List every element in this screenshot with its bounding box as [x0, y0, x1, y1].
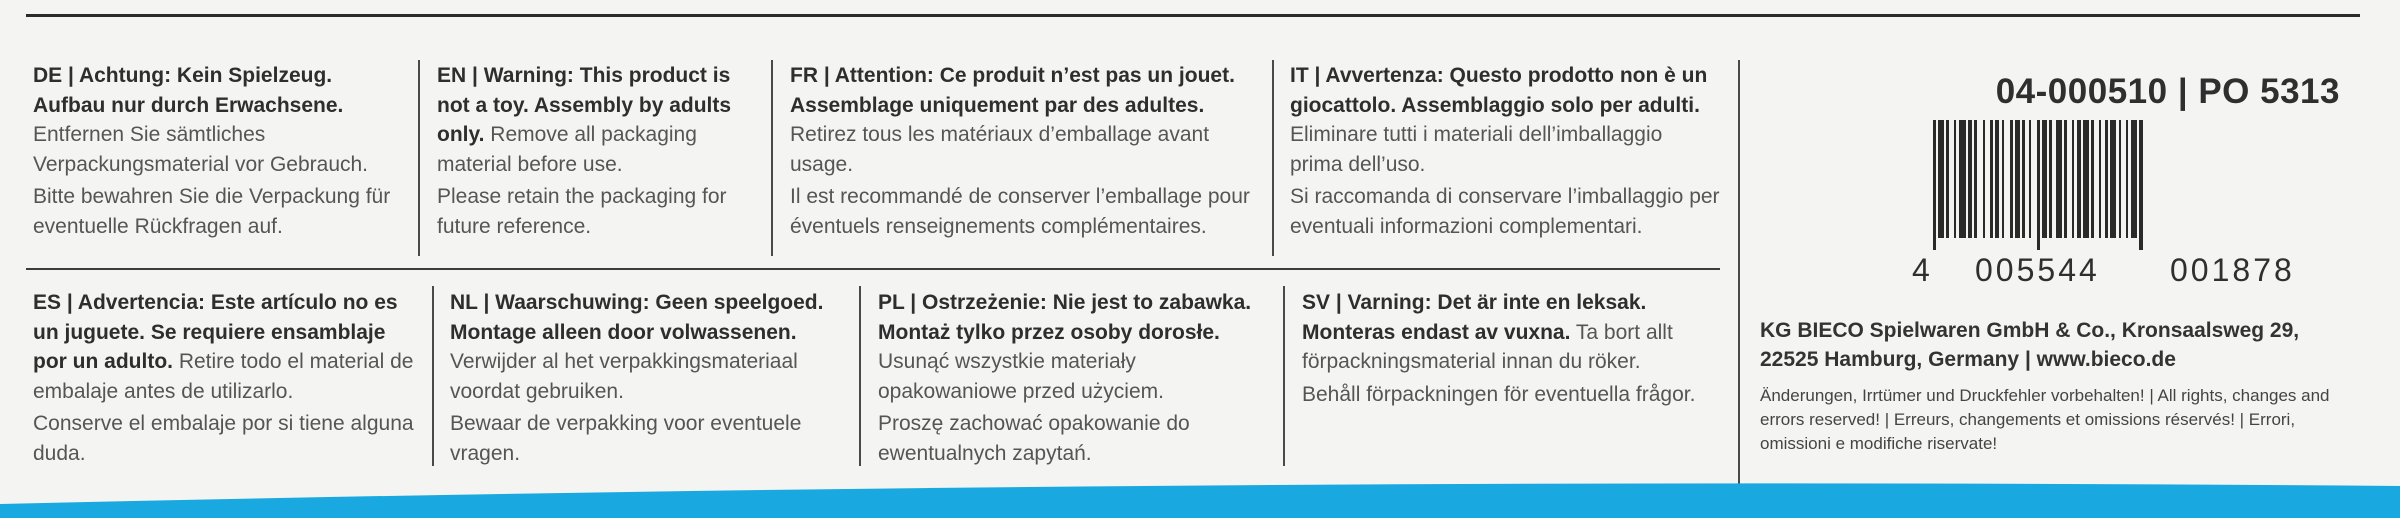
blue-wave-band — [0, 482, 2400, 518]
barcode-bar — [1968, 120, 1972, 238]
barcode-bar — [1946, 120, 1949, 238]
divider — [418, 60, 420, 256]
top-rule — [26, 14, 2360, 17]
barcode-bar — [1983, 120, 1985, 238]
warning-fr: FR | Attention: Ce produit n’est pas un jouet. Assemblage uniquement par des adultes. Retirez tous les matériaux d’emballage avant usage. Il est recommandé de conserver l’emballage pour éventuels renseignements complémentaires. — [790, 64, 1250, 238]
company-line-1: KG BIECO Spielwaren GmbH & Co., Kronsaalsweg 29, — [1760, 319, 2300, 342]
warning-sv: SV | Varning: Det är inte en leksak. Monteras endast av vuxna. Ta bort allt förpackningsmaterial innan du röker. Behåll förpackningen för eventuella frågor. — [1302, 291, 1696, 406]
warning-en: EN | Warning: This product is not a toy. Assembly by adults only. Remove all packaging material before use. Please retain the packaging for future reference. — [437, 64, 732, 238]
barcode-bar — [2139, 120, 2143, 250]
barcode-bar — [1990, 120, 1993, 238]
barcode-bar — [1974, 120, 1977, 238]
barcode-bar — [2029, 120, 2031, 238]
barcode-bar — [2042, 120, 2047, 238]
barcode-digits-left: 005544 — [1975, 252, 2100, 288]
barcode-bar — [2010, 120, 2013, 238]
barcode-bar — [1959, 120, 1966, 238]
barcode-bar — [2015, 120, 2020, 238]
warning-es: ES | Advertencia: Este artículo no es un juguete. Se requiere ensamblaje por un adulto. Retire todo el material de embalaje antes de utilizarlo. Conserve el embalaje por si tiene alguna duda. — [33, 291, 414, 465]
barcode-bar — [2119, 120, 2121, 238]
barcode-bar — [1995, 120, 1999, 238]
divider — [1738, 60, 1740, 494]
barcode-digit-prefix: 4 — [1912, 252, 1933, 288]
divider — [1272, 60, 1274, 256]
barcode-bar — [2131, 120, 2137, 238]
barcode-bar — [2091, 120, 2094, 238]
warning-de: DE | Achtung: Kein Spielzeug. Aufbau nur durch Erwachsene. Entfernen Sie sämtliches Verpackungsmaterial vor Gebrauch. Bitte bewahren Sie die Verpackung für eventuelle Rückfragen auf. — [33, 64, 391, 238]
barcode-bar — [1933, 120, 1936, 250]
barcode-bar — [2037, 120, 2040, 250]
barcode-digits-right: 001878 — [2170, 252, 2295, 288]
divider — [432, 286, 434, 466]
company-address — [1760, 316, 2299, 374]
warning-nl: NL | Waarschuwing: Geen speelgoed. Montage alleen door volwassenen. Verwijder al het verpakkingsmateriaal voordat gebruiken. Bewaar de verpakking voor eventuele vragen. — [450, 291, 824, 465]
barcode-bar — [2105, 120, 2108, 238]
warning-pl: PL | Ostrzeżenie: Nie jest to zabawka. Montaż tylko przez osoby dorosłe. Usunąć wszystkie materiały opakowaniowe przed użyciem. Proszę zachować opakowanie do ewentualnych zapytań. — [878, 291, 1252, 465]
barcode-bar — [2072, 120, 2074, 238]
middle-rule — [26, 268, 1720, 270]
company-line-2: 22525 Hamburg, Germany | www.bieco.de — [1760, 348, 2176, 371]
barcode-bar — [1954, 120, 1956, 238]
barcode-bar — [2110, 120, 2116, 238]
barcode-bar — [2126, 120, 2128, 238]
barcode-bar — [2077, 120, 2081, 238]
warning-it: IT | Avvertenza: Questo prodotto non è un giocattolo. Assemblaggio solo per adulti. Eliminare tutti i materiali dell’imballaggio prima dell’uso. Si raccomanda di conservare l’imballaggio per eventuali informazioni complementari. — [1290, 64, 1720, 238]
disclaimer: Änderungen, Irrtümer und Druckfehler vorbehalten! | All rights, changes and errors reserved! | Erreurs, changements et omissions réservés! | Errori, omissioni e modifiche riservate! — [1760, 386, 2330, 453]
divider — [771, 60, 773, 256]
barcode-bar — [2099, 120, 2101, 238]
barcode-bar — [1938, 120, 1944, 238]
barcode-bar — [2049, 120, 2052, 238]
barcode-bar — [2056, 120, 2062, 238]
barcode-bar — [2002, 120, 2004, 238]
barcode-bar — [2083, 120, 2089, 238]
barcode-bar — [2064, 120, 2067, 238]
blue-wave-shape — [0, 483, 2400, 518]
divider — [1283, 286, 1285, 466]
barcode-bar — [2022, 120, 2025, 238]
product-code: 04-000510 | PO 5313 — [1995, 72, 2340, 111]
divider — [859, 286, 861, 466]
barcode — [1933, 120, 2338, 250]
